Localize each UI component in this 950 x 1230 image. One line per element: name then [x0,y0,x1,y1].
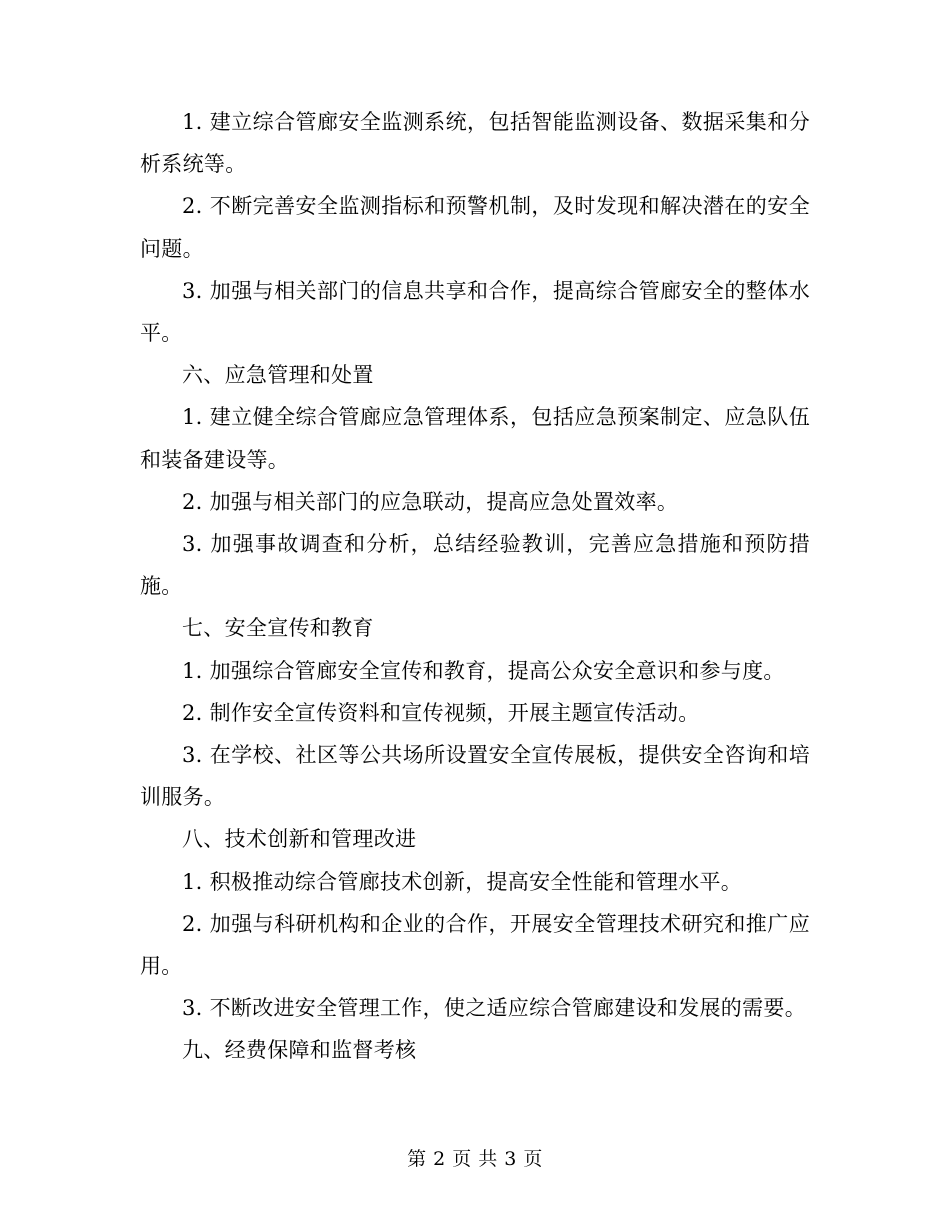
section-heading-funding: 九、经费保障和监督考核 [182,1038,417,1063]
document-body [140,101,810,1072]
list-item-publicity-education: 1. 加强综合管廊安全宣传和教育，提高公众安全意识和参与度。 [182,658,785,683]
list-item-emergency-linkage: 2. 加强与相关部门的应急联动，提高应急处置效率。 [182,489,679,514]
list-item-warning-mechanism: 2. 不断完善安全监测指标和预警机制，及时发现和解决潜在的安全问题。 [140,194,810,261]
list-item-emergency-system: 1. 建立健全综合管廊应急管理体系，包括应急预案制定、应急队伍和装备建设等。 [140,405,810,472]
list-item-publicity-materials: 2. 制作安全宣传资料和宣传视频，开展主题宣传活动。 [182,700,700,725]
list-item-publicity-boards: 3. 在学校、社区等公共场所设置安全宣传展板，提供安全咨询和培训服务。 [140,743,810,810]
list-item-accident-analysis: 3. 加强事故调查和分析，总结经验教训，完善应急措施和预防措施。 [140,532,810,599]
section-heading-innovation: 八、技术创新和管理改进 [182,827,417,852]
list-item-info-sharing: 3. 加强与相关部门的信息共享和合作，提高综合管廊安全的整体水平。 [140,278,810,346]
list-item-management-improvement: 3. 不断改进安全管理工作，使之适应综合管廊建设和发展的需要。 [182,996,807,1021]
list-item-tech-innovation: 1. 积极推动综合管廊技术创新，提高安全性能和管理水平。 [182,869,743,894]
page-number-footer: 第 2 页 共 3 页 [407,1148,543,1170]
section-heading-emergency: 六、应急管理和处置 [182,363,374,388]
list-item-research-cooperation: 2. 加强与科研机构和企业的合作，开展安全管理技术研究和推广应用。 [140,911,810,979]
section-heading-publicity: 七、安全宣传和教育 [182,616,374,641]
list-item-monitoring-system: 1. 建立综合管廊安全监测系统，包括智能监测设备、数据采集和分析系统等。 [140,110,810,177]
